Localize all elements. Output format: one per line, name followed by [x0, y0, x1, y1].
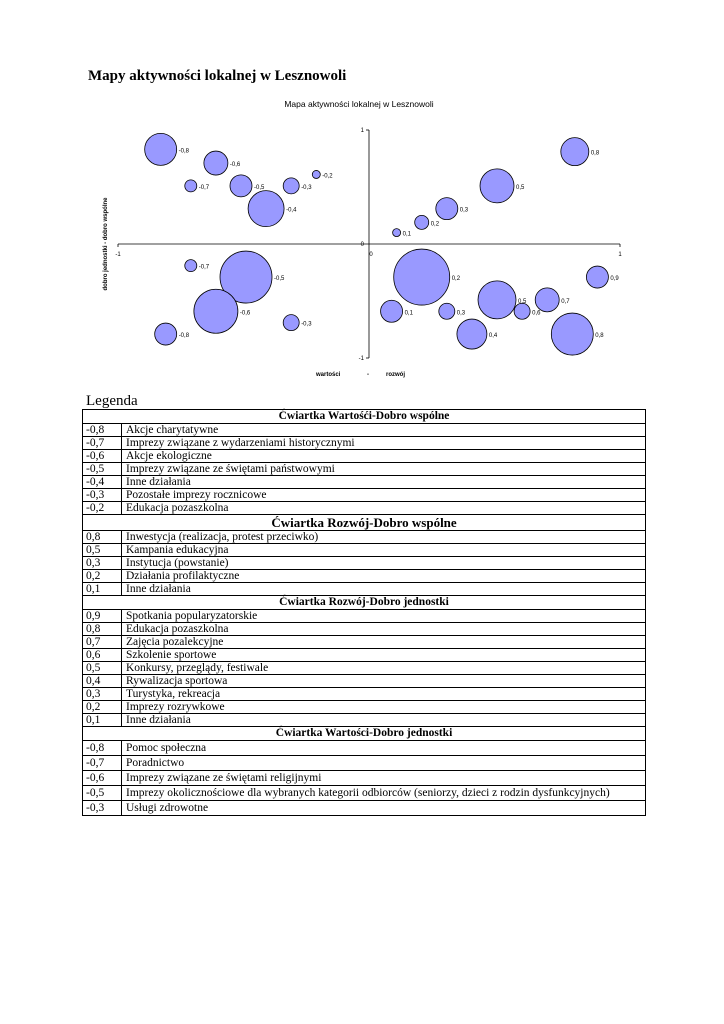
- bubble-label: 0,2: [451, 276, 461, 283]
- legend-quadrant-title: Ćwiartka Rozwój-Dobro jednostki: [83, 596, 646, 610]
- legend-code: -0,3: [83, 489, 122, 502]
- legend-description: Inne działania: [122, 583, 646, 596]
- bubble-label: 0,3: [459, 207, 469, 214]
- bubble: [561, 138, 589, 166]
- legend-heading: Legenda: [86, 393, 138, 409]
- legend-row: [83, 476, 646, 489]
- bubble-label: -0,2: [322, 173, 333, 180]
- bubble-label: -0,7: [198, 264, 210, 271]
- bubble-label: 0,4: [488, 333, 498, 340]
- legend-row: [83, 675, 646, 688]
- legend-quadrant-rozwoj-dobro-wspolne: [83, 515, 646, 596]
- bubble-label: 0,3: [456, 310, 466, 317]
- legend-description: Akcje ekologiczne: [122, 450, 646, 463]
- bubble: [514, 303, 530, 319]
- legend-description: Imprezy rozrywkowe: [122, 701, 646, 714]
- legend-row: [83, 786, 646, 801]
- legend-description: Poradnictwo: [122, 756, 646, 771]
- bubble-label: -0,3: [301, 184, 312, 191]
- bubble: [145, 133, 177, 165]
- bubble-label: -0,3: [301, 321, 312, 328]
- bubble-label: -0,5: [253, 184, 265, 191]
- legend-description: Spotkania popularyzatorskie: [122, 610, 646, 623]
- legend-row: [83, 801, 646, 816]
- bubble: [230, 175, 252, 197]
- legend-description: Rywalizacja sportowa: [122, 675, 646, 688]
- bubble: [194, 289, 238, 333]
- y-axis-label: dobro jednostki - dobro wspólne: [103, 197, 109, 291]
- bubble-label: 0,9: [610, 276, 619, 283]
- legend-description: Imprezy okolicznościowe dla wybranych kategorii odbiorców (seniorzy, dzieci z rodzin dysfunkcyjnych): [122, 786, 646, 801]
- bubble-label: 0,6: [532, 310, 541, 317]
- legend-code: 0,8: [83, 531, 122, 544]
- legend-code: 0,8: [83, 623, 122, 636]
- chart-axes: [115, 128, 622, 362]
- legend-quadrant-rozwoj-dobro-jednostki: [83, 596, 646, 727]
- legend-code: -0,6: [83, 450, 122, 463]
- legend-row: [83, 570, 646, 583]
- legend-row: [83, 463, 646, 476]
- bubble: [535, 288, 559, 312]
- legend-description: Inne działania: [122, 476, 646, 489]
- bubble-chart: [88, 92, 644, 384]
- bubble: [586, 266, 608, 288]
- bubble-label: 0,7: [561, 298, 570, 305]
- bubble: [381, 300, 403, 322]
- bubble-label: -0,8: [178, 148, 190, 155]
- bubble: [204, 151, 228, 175]
- legend-description: Akcje charytatywne: [122, 424, 646, 437]
- legend-description: Usługi zdrowotne: [122, 801, 646, 816]
- bubble: [436, 198, 458, 220]
- bubble-label: -0,6: [239, 310, 251, 317]
- legend-code: -0,5: [83, 786, 122, 801]
- bubble: [283, 178, 299, 194]
- x-tick-label-min: -1: [115, 252, 121, 258]
- legend-row: [83, 741, 646, 756]
- legend-code: -0,7: [83, 437, 122, 450]
- x-tick-label-origin: 0: [369, 252, 373, 258]
- bubble: [478, 281, 516, 319]
- legend-row: [83, 714, 646, 727]
- legend-row: [83, 688, 646, 701]
- legend-description: Instytucja (powstanie): [122, 557, 646, 570]
- bubble: [457, 319, 487, 349]
- bubble-label: 0,8: [595, 333, 604, 340]
- legend-description: Konkursy, przeglądy, festiwale: [122, 662, 646, 675]
- legend-code: -0,6: [83, 771, 122, 786]
- legend-row: [83, 557, 646, 570]
- bubble: [185, 180, 197, 192]
- bubble: [439, 303, 455, 319]
- legend-code: 0,1: [83, 583, 122, 596]
- page-title: Mapy aktywności lokalnej w Lesznowoli: [88, 68, 347, 84]
- legend-description: Edukacja pozaszkolna: [122, 623, 646, 636]
- legend-code: -0,3: [83, 801, 122, 816]
- legend-row: [83, 610, 646, 623]
- legend-code: 0,9: [83, 610, 122, 623]
- bubble-label: -0,7: [198, 184, 210, 191]
- legend-code: -0,2: [83, 502, 122, 515]
- legend-row: [83, 489, 646, 502]
- legend-row: [83, 531, 646, 544]
- bubble: [480, 169, 514, 203]
- bubble-label: 0,1: [402, 231, 411, 238]
- legend-row: [83, 662, 646, 675]
- legend-row: [83, 636, 646, 649]
- legend-description: Inne działania: [122, 714, 646, 727]
- legend-code: -0,5: [83, 463, 122, 476]
- bubble-label: 0,5: [518, 298, 527, 305]
- legend-code: 0,5: [83, 544, 122, 557]
- bubble-label: 0,5: [516, 184, 525, 191]
- legend-code: -0,8: [83, 424, 122, 437]
- legend-description: Inwestycja (realizacja, protest przeciwko): [122, 531, 646, 544]
- bubble: [394, 249, 450, 305]
- legend-quadrant-title: Ćwiartka Wartośći-Dobro wspólne: [83, 410, 646, 424]
- legend-code: 0,5: [83, 662, 122, 675]
- x-tick-label-max: 1: [618, 252, 622, 258]
- bubble-label: -0,4: [286, 207, 297, 214]
- legend-description: Szkolenie sportowe: [122, 649, 646, 662]
- bubble: [283, 315, 299, 331]
- legend-code: 0,6: [83, 649, 122, 662]
- bubble-label: 0,8: [590, 150, 600, 157]
- x-axis-label-separator: -: [367, 372, 369, 378]
- bubble: [312, 170, 320, 178]
- y-tick-label-min: -1: [358, 356, 364, 362]
- legend-code: -0,4: [83, 476, 122, 489]
- legend-row: [83, 544, 646, 557]
- legend-description: Zajęcia pozalekcyjne: [122, 636, 646, 649]
- legend-row: [83, 623, 646, 636]
- legend-row: [83, 583, 646, 596]
- legend-description: Imprezy związane z wydarzeniami historycznymi: [122, 437, 646, 450]
- legend-description: Kampania edukacyjna: [122, 544, 646, 557]
- bubble-label: 0,1: [404, 310, 413, 317]
- legend-description: Pomoc społeczna: [122, 741, 646, 756]
- bubble-label: -0,8: [178, 333, 190, 340]
- bubble: [551, 313, 593, 355]
- legend-code: 0,3: [83, 557, 122, 570]
- legend-code: 0,7: [83, 636, 122, 649]
- legend-quadrant-title: Ćwiartka Wartości-Dobro jednostki: [83, 727, 646, 741]
- legend-quadrant-title: Ćwiartka Rozwój-Dobro wspólne: [83, 515, 646, 531]
- x-axis-label-left: wartości: [316, 372, 341, 378]
- legend-row: [83, 437, 646, 450]
- legend-quadrant-wartosci-dobro-wspolne: [83, 410, 646, 515]
- chart-title: Mapa aktywności lokalnej w Lesznowoli: [284, 99, 434, 109]
- legend-code: 0,4: [83, 675, 122, 688]
- y-tick-label-origin: 0: [360, 242, 364, 248]
- legend-row: [83, 649, 646, 662]
- legend-description: Turystyka, rekreacja: [122, 688, 646, 701]
- bubble: [155, 323, 177, 345]
- legend-row: [83, 771, 646, 786]
- legend-description: Imprezy związane ze świętami religijnymi: [122, 771, 646, 786]
- legend-row: [83, 502, 646, 515]
- legend-quadrant-wartosci-dobro-jednostki: [83, 727, 646, 816]
- bubble-label: -0,6: [229, 162, 241, 169]
- legend-description: Działania profilaktyczne: [122, 570, 646, 583]
- legend-row: [83, 424, 646, 437]
- legend-code: 0,3: [83, 688, 122, 701]
- bubble-label: 0,2: [430, 221, 440, 228]
- bubble: [185, 260, 197, 272]
- y-tick-label-max: 1: [360, 128, 364, 134]
- x-axis-label-right: rozwój: [386, 372, 405, 378]
- legend-description: Pozostałe imprezy rocznicowe: [122, 489, 646, 502]
- legend-code: 0,2: [83, 570, 122, 583]
- legend-row: [83, 701, 646, 714]
- bubble-label: -0,5: [274, 276, 285, 283]
- bubble: [248, 191, 284, 227]
- legend-description: Imprezy związane ze świętami państwowymi: [122, 463, 646, 476]
- bubble: [393, 229, 401, 237]
- bubble: [415, 215, 429, 229]
- legend-code: 0,2: [83, 701, 122, 714]
- legend-code: 0,1: [83, 714, 122, 727]
- legend-table: [82, 409, 646, 816]
- legend-row: [83, 450, 646, 463]
- legend-description: Edukacja pozaszkolna: [122, 502, 646, 515]
- legend-code: -0,8: [83, 741, 122, 756]
- legend-code: -0,7: [83, 756, 122, 771]
- legend-row: [83, 756, 646, 771]
